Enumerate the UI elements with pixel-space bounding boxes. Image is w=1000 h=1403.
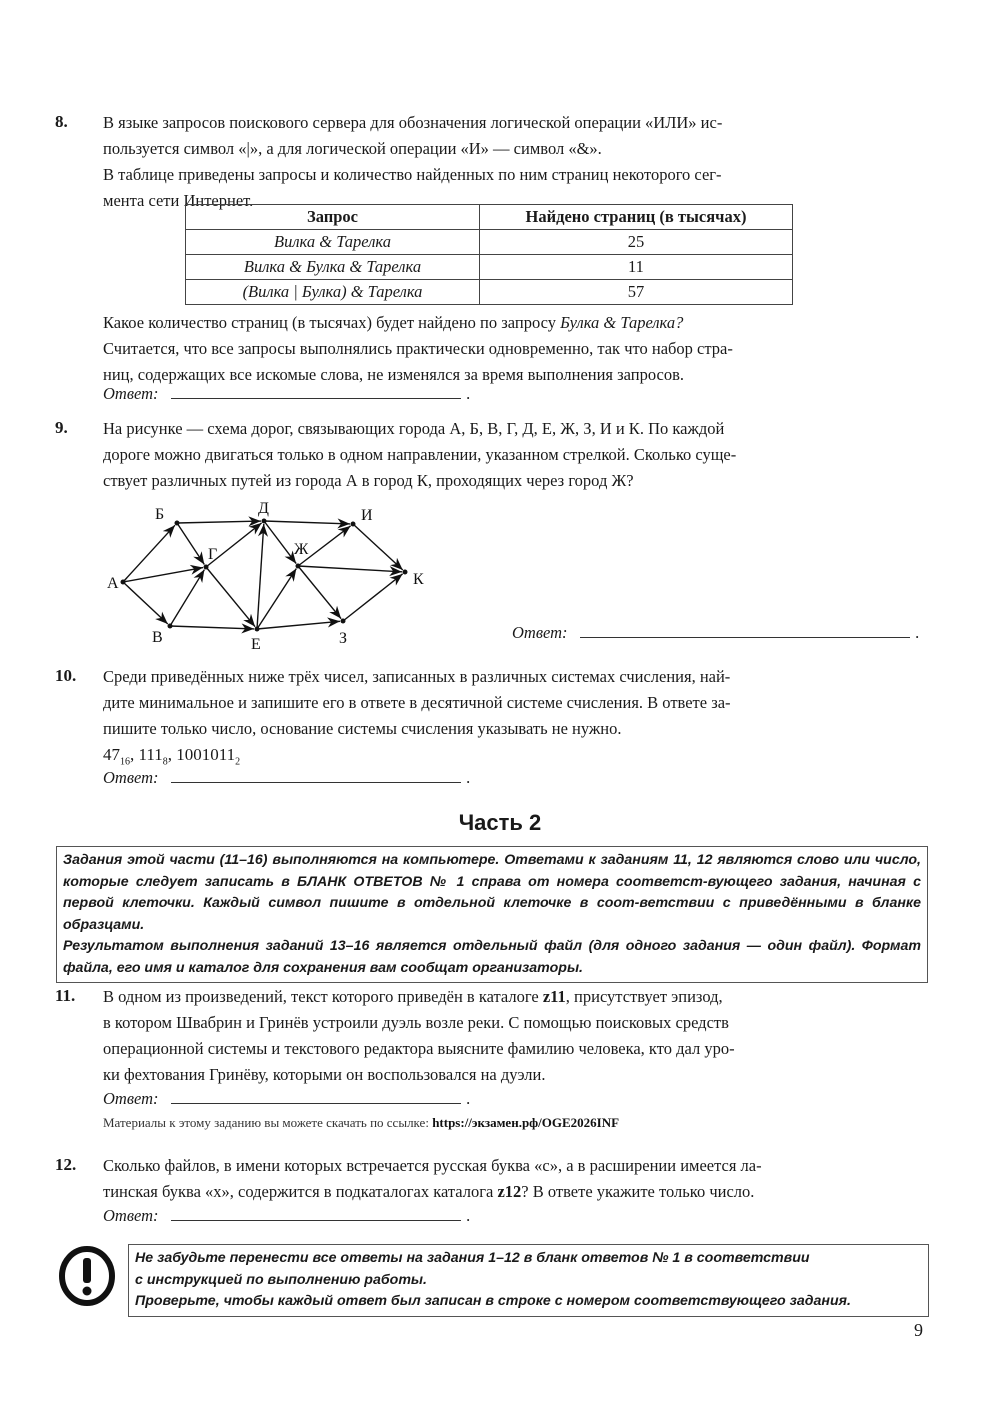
road-edge-arrow (177, 521, 261, 523)
table-row (186, 280, 793, 305)
road-edge-arrow (298, 566, 341, 619)
table-cell-query: (Вилка | Булка) & Тарелка (186, 280, 480, 305)
task-11-answer-field[interactable] (171, 1089, 461, 1104)
task-10-line: пишите только число, основание системы счисления указывать не нужно. (103, 719, 622, 738)
table-header-row (186, 205, 793, 230)
reminder-box (128, 1244, 929, 1317)
reminder-line: Не забудьте перенести все ответы на задания 1–12 в бланк ответов № 1 в соответствии (135, 1250, 810, 1266)
task-12-line: Сколько файлов, в имени которых встречается русская буква «с», а в расширении имеется ла- (103, 1156, 762, 1175)
task-8-note-line: Считается, что все запросы выполнялись практически одновременно, так что набор стра- (103, 339, 733, 358)
task-9-number: 9. (55, 418, 68, 437)
task-11-number: 11. (55, 986, 76, 1005)
road-edge-arrow (257, 569, 296, 629)
number-value: 47 (103, 745, 120, 764)
road-graph-diagram (95, 495, 445, 660)
table-cell-pages: 11 (480, 255, 793, 280)
task-10-line: Среди приведённых ниже трёх чисел, записанных в различных системах счисления, най- (103, 667, 731, 686)
city-node (351, 522, 356, 527)
task-11-line: операционной системы и текстового редактора выясните фамилию человека, кто дал уро- (103, 1039, 735, 1058)
table-cell-query: Вилка & Булка & Тарелка (186, 255, 480, 280)
table-cell-pages: 57 (480, 280, 793, 305)
answer-label: Ответ: (103, 768, 159, 787)
instructions-paragraph: Результатом выполнения заданий 13–16 является отдельный файл (для одного задания — один файл). Формат файла, его имя и каталог для сохранения вам сообщат организаторы. (63, 938, 921, 976)
road-edge-arrow (264, 521, 350, 524)
part-2-title: Часть 2 (458, 810, 542, 835)
number-base: 8 (162, 756, 168, 768)
city-label: Е (251, 636, 261, 653)
task-12-text (103, 1153, 925, 1205)
task-10-answer-field[interactable] (171, 768, 461, 783)
number-value: 1001011 (176, 745, 236, 764)
catalog-name: z11 (542, 987, 566, 1006)
table-cell-query: Вилка & Тарелка (186, 230, 480, 255)
table-row (186, 255, 793, 280)
road-edge-arrow (353, 524, 403, 570)
number-base: 16 (120, 756, 130, 768)
city-node (255, 627, 260, 632)
city-node (168, 624, 173, 629)
city-label: З (339, 630, 348, 647)
task-8-question-line: Какое количество страниц (в тысячах) будет найдено по запросу Булка & Тарелка? (103, 313, 684, 332)
city-label: И (361, 507, 373, 524)
table-header-pages: Найдено страниц (в тысячах) (480, 205, 793, 230)
city-label: Г (208, 546, 218, 563)
city-label: В (152, 629, 163, 646)
road-edge-arrow (170, 570, 204, 626)
table-header-query: Запрос (186, 205, 480, 230)
instructions-paragraph: Задания этой части (11–16) выполняются на компьютере. Ответами к заданиям 11, 12 являются слово или число, которые следует записать в БЛАНК ОТВЕТОВ № 1 справа от номера соответст-вующего задания, начиная с первой клеточки. Каждый символ пишите в отдельной клеточке в соот-ветствии с приведёнными в бланке образцами. (63, 852, 921, 933)
road-edge-arrow (123, 582, 168, 624)
task-11-line: ки фехтования Гринёву, которыми он воспользовался на дуэли. (103, 1065, 546, 1084)
task-11-line: в котором Швабрин и Гринёв устроили дуэль возле реки. С помощью поисковых средств (103, 1013, 729, 1032)
road-edge-arrow (264, 521, 296, 564)
city-node (262, 519, 267, 524)
city-label: Д (258, 500, 269, 517)
task-8-intro (103, 110, 925, 214)
table-cell-pages: 25 (480, 230, 793, 255)
task-8-answer: Ответ: . (103, 384, 471, 403)
task-8-table (185, 204, 793, 305)
task-9-answer-field[interactable] (580, 623, 910, 638)
answer-label: Ответ: (103, 384, 159, 403)
task-11-answer: Ответ: . (103, 1089, 471, 1108)
task-9-line: На рисунке — схема дорог, связывающих города А, Б, В, Г, Д, Е, Ж, З, И и К. По каждой (103, 419, 725, 438)
city-label: Ж (294, 541, 309, 558)
task-10-numbers: $47_{16}$, $111_8$, $1001011_2$ (103, 745, 241, 768)
city-node (175, 521, 180, 526)
task-8-line: В таблице приведены запросы и количество найденных по ним страниц некоторого сег- (103, 165, 722, 184)
number-base: 2 (235, 756, 241, 768)
reminder-line: с инструкцией по выполнению работы. (135, 1271, 427, 1288)
task-8-line: В языке запросов поискового сервера для обозначения логической операции «ИЛИ» ис- (103, 113, 723, 132)
city-node (403, 570, 408, 575)
number-value: 111 (138, 745, 163, 764)
city-label: А (107, 575, 119, 592)
city-node (341, 619, 346, 624)
task-9-line: дороге можно двигаться только в одном направлении, указанном стрелкой. Сколько суще- (103, 445, 737, 464)
city-node (296, 564, 301, 569)
road-edge-arrow (298, 566, 402, 572)
task-9-text (103, 416, 925, 494)
city-node (204, 565, 209, 570)
task-10-text (103, 664, 925, 775)
catalog-name: z12 (497, 1182, 522, 1201)
answer-label: Ответ: (512, 623, 568, 642)
materials-link[interactable]: https://экзамен.рф/OGE2026INF (432, 1115, 620, 1130)
task-8-query: Булка & Тарелка? (560, 313, 684, 332)
task-8-note-line: ниц, содержащих все искомые слова, не изменялся за время выполнения запросов. (103, 365, 684, 384)
city-label: Б (155, 506, 165, 523)
road-edge-arrow (257, 621, 340, 629)
reminder-line: Проверьте, чтобы каждый ответ был записан в строке с номером соответствующего задания. (135, 1293, 851, 1309)
task-12-number: 12. (55, 1155, 77, 1174)
task-8-number: 8. (55, 112, 68, 131)
page-number: 9 (914, 1320, 923, 1340)
city-node (121, 580, 126, 585)
road-edge-arrow (206, 567, 255, 627)
road-edge-arrow (170, 626, 254, 629)
road-edge-arrow (257, 524, 264, 629)
task-8-line: мента сети Интернет. (103, 191, 254, 210)
task-10-answer: Ответ: . (103, 768, 471, 787)
part-2-instructions-box (56, 846, 928, 983)
task-12-answer-field[interactable] (171, 1206, 461, 1221)
task-9-answer: Ответ: . (512, 623, 920, 642)
task-9-line: ствует различных путей из города А в город К, проходящих через город Ж? (103, 471, 634, 490)
road-edge-arrow (177, 523, 204, 564)
road-edge-arrow (343, 574, 403, 621)
task-8-line: пользуется символ «|», а для логической операции «И» — символ «&». (103, 139, 602, 158)
materials-note: Материалы к этому заданию вы можете скачать по ссылке: https://экзамен.рф/OGE2026INF (103, 1115, 620, 1130)
task-11-text (103, 984, 925, 1088)
city-label: К (413, 571, 424, 588)
task-10-number: 10. (55, 666, 77, 685)
table-row (186, 230, 793, 255)
task-11-line: В одном из произведений, текст которого приведён в каталоге z11, присутствует эпизод, (103, 987, 723, 1006)
answer-label: Ответ: (103, 1206, 159, 1225)
task-8-question (103, 310, 925, 388)
task-10-line: дите минимальное и запишите его в ответе в десятичной системе счисления. В ответе за- (103, 693, 731, 712)
task-8-answer-field[interactable] (171, 384, 461, 399)
exclamation-circle-icon (58, 1245, 116, 1307)
answer-label: Ответ: (103, 1089, 159, 1108)
task-12-line: тинская буква «x», содержится в подкаталогах каталога z12? В ответе укажите только число. (103, 1182, 755, 1201)
task-12-answer: Ответ: . (103, 1206, 471, 1225)
